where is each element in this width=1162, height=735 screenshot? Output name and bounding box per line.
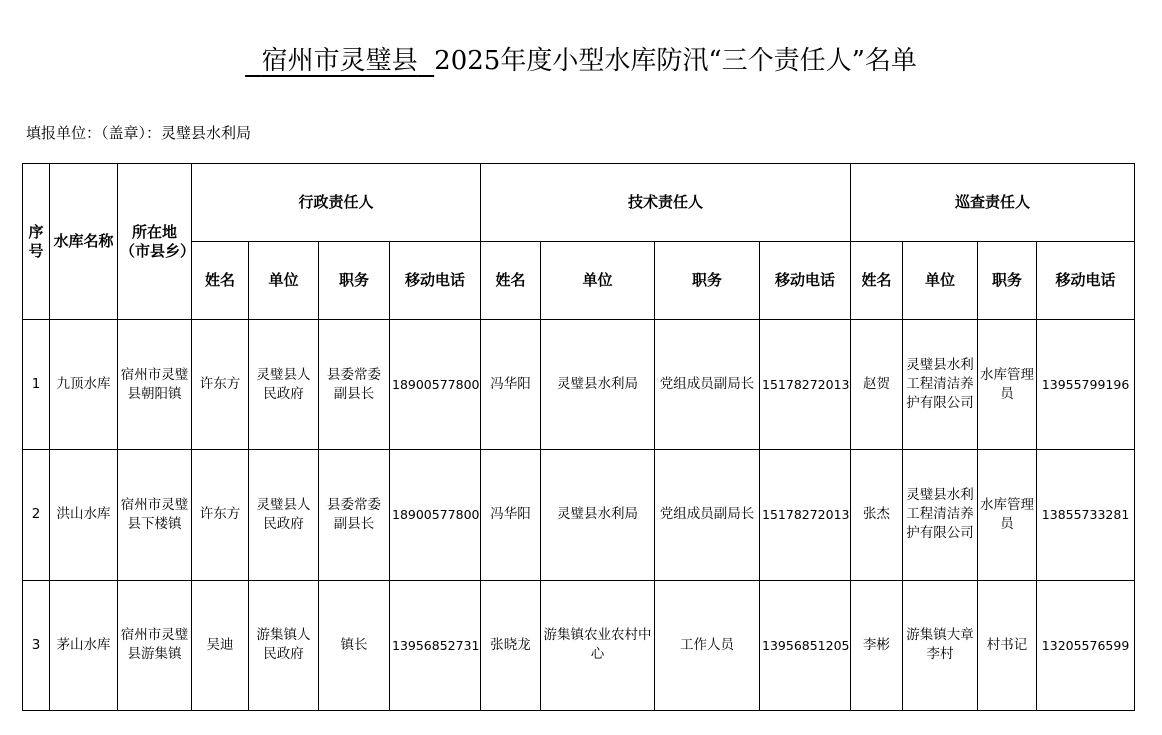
cell-admin-name: 许东方 <box>192 450 249 580</box>
cell-tech-name: 冯华阳 <box>481 450 541 580</box>
cell-patrol-name: 赵贺 <box>851 320 903 450</box>
cell-admin-phone: 18900577800 <box>390 450 481 580</box>
header-seq: 序号 <box>23 164 50 320</box>
title-main: 2025年度小型水库防汛“三个责任人”名单 <box>434 46 917 76</box>
header-patrol-name: 姓名 <box>851 242 903 320</box>
cell-admin-post: 县委常委副县长 <box>319 450 390 580</box>
header-tech-post: 职务 <box>655 242 760 320</box>
header-admin-name: 姓名 <box>192 242 249 320</box>
cell-patrol-name: 张杰 <box>851 450 903 580</box>
cell-tech-unit: 灵璧县水利局 <box>541 320 655 450</box>
header-patrol-unit: 单位 <box>903 242 978 320</box>
cell-patrol-post: 水库管理员 <box>978 450 1037 580</box>
header-tech-phone: 移动电话 <box>760 242 851 320</box>
header-location: 所在地（市县乡） <box>118 164 192 320</box>
cell-patrol-unit: 游集镇大章李村 <box>903 580 978 710</box>
header-patrol-phone: 移动电话 <box>1037 242 1135 320</box>
cell-admin-post: 县委常委副县长 <box>319 320 390 450</box>
cell-patrol-post: 村书记 <box>978 580 1037 710</box>
header-tech-group: 技术责任人 <box>481 164 851 242</box>
reporting-unit <box>26 122 251 143</box>
cell-reservoir: 洪山水库 <box>50 450 118 580</box>
table-row <box>23 450 1135 580</box>
cell-tech-phone: 15178272013 <box>760 320 851 450</box>
table-row <box>23 580 1135 710</box>
cell-admin-post: 镇长 <box>319 580 390 710</box>
cell-tech-phone: 15178272013 <box>760 450 851 580</box>
cell-tech-post: 工作人员 <box>655 580 760 710</box>
table-row <box>23 320 1135 450</box>
cell-admin-unit: 灵璧县人民政府 <box>249 320 319 450</box>
cell-seq: 2 <box>23 450 50 580</box>
cell-location: 宿州市灵璧县游集镇 <box>118 580 192 710</box>
cell-patrol-phone: 13205576599 <box>1037 580 1135 710</box>
cell-reservoir: 九顶水库 <box>50 320 118 450</box>
cell-admin-phone: 18900577800 <box>390 320 481 450</box>
header-row-groups <box>23 164 1135 242</box>
header-admin-post: 职务 <box>319 242 390 320</box>
cell-admin-name: 许东方 <box>192 320 249 450</box>
cell-patrol-name: 李彬 <box>851 580 903 710</box>
header-admin-phone: 移动电话 <box>390 242 481 320</box>
page-title <box>0 40 1162 77</box>
cell-patrol-post: 水库管理员 <box>978 320 1037 450</box>
cell-patrol-phone: 13855733281 <box>1037 450 1135 580</box>
cell-patrol-phone: 13955799196 <box>1037 320 1135 450</box>
cell-admin-name: 吴迪 <box>192 580 249 710</box>
cell-tech-name: 张晓龙 <box>481 580 541 710</box>
cell-tech-unit: 游集镇农业农村中心 <box>541 580 655 710</box>
cell-seq: 3 <box>23 580 50 710</box>
cell-tech-post: 党组成员副局长 <box>655 320 760 450</box>
cell-admin-unit: 灵璧县人民政府 <box>249 450 319 580</box>
cell-admin-phone: 13956852731 <box>390 580 481 710</box>
cell-tech-phone: 13956851205 <box>760 580 851 710</box>
header-tech-unit: 单位 <box>541 242 655 320</box>
cell-tech-post: 党组成员副局长 <box>655 450 760 580</box>
cell-location: 宿州市灵璧县下楼镇 <box>118 450 192 580</box>
reporting-unit-value: 灵璧县水利局 <box>161 124 252 142</box>
header-reservoir: 水库名称 <box>50 164 118 320</box>
cell-tech-name: 冯华阳 <box>481 320 541 450</box>
cell-tech-unit: 灵璧县水利局 <box>541 450 655 580</box>
cell-patrol-unit: 灵璧县水利工程清洁养护有限公司 <box>903 450 978 580</box>
reporting-unit-label: 填报单位：（盖章）： <box>26 124 162 142</box>
responsibility-table <box>22 163 1135 711</box>
header-tech-name: 姓名 <box>481 242 541 320</box>
cell-seq: 1 <box>23 320 50 450</box>
title-county: 宿州市灵璧县 <box>261 46 418 76</box>
header-admin-group: 行政责任人 <box>192 164 481 242</box>
cell-admin-unit: 游集镇人民政府 <box>249 580 319 710</box>
cell-location: 宿州市灵璧县朝阳镇 <box>118 320 192 450</box>
header-patrol-post: 职务 <box>978 242 1037 320</box>
header-patrol-group: 巡查责任人 <box>851 164 1135 242</box>
header-admin-unit: 单位 <box>249 242 319 320</box>
cell-patrol-unit: 灵璧县水利工程清洁养护有限公司 <box>903 320 978 450</box>
cell-reservoir: 茅山水库 <box>50 580 118 710</box>
